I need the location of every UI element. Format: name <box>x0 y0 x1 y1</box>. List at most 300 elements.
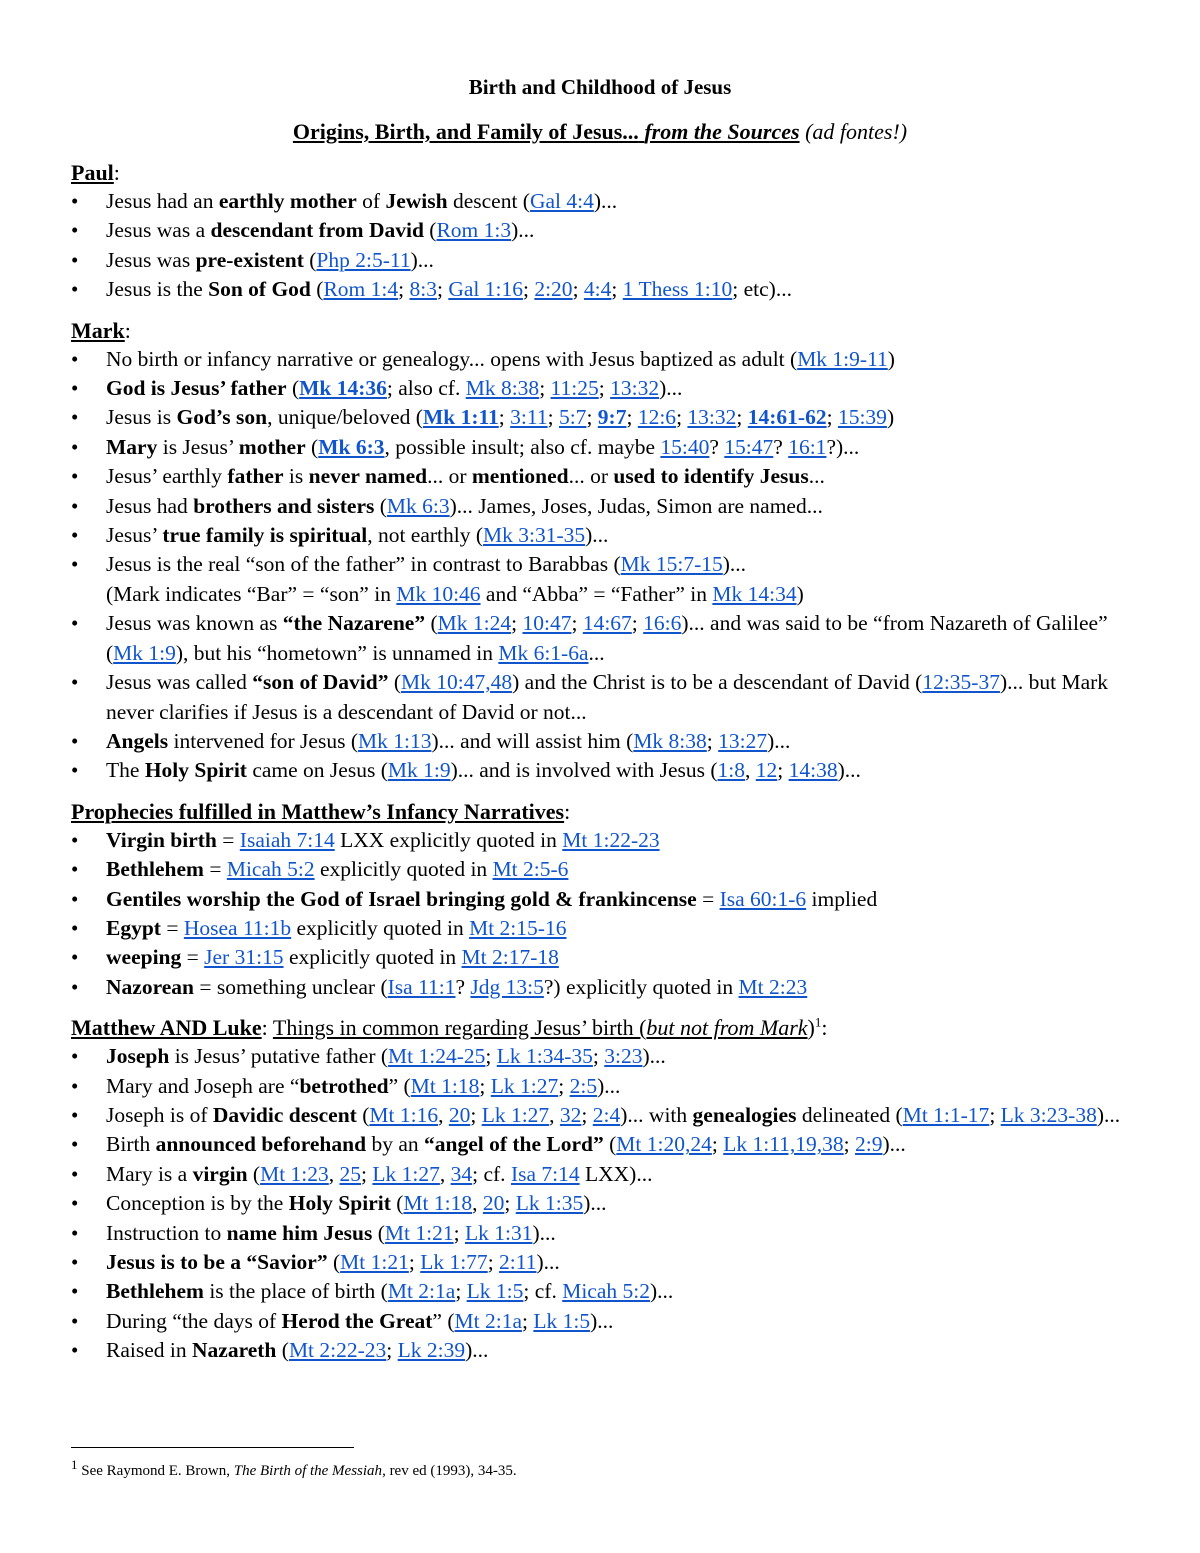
text: ; <box>479 1073 491 1098</box>
list-item <box>71 943 1141 972</box>
scripture-link[interactable]: Mk 1:9 <box>387 758 451 783</box>
list-item <box>71 1189 1141 1218</box>
bold-text: Herod the Great <box>281 1308 433 1333</box>
scripture-link[interactable]: 13:27 <box>718 728 768 753</box>
scripture-link[interactable]: 1 Thess 1:10 <box>622 277 733 302</box>
text: ; <box>631 611 644 636</box>
scripture-link[interactable]: Mt 1:16 <box>369 1102 439 1127</box>
list-item <box>71 345 1141 374</box>
text: ?) explicitly quoted in <box>543 974 739 999</box>
content <box>71 158 1141 1377</box>
heading-text: Paul <box>71 160 114 185</box>
scripture-link[interactable]: 1:8 <box>717 758 745 783</box>
text: Birth <box>106 1132 156 1157</box>
scripture-link[interactable]: Mt 1:20,24 <box>616 1132 712 1157</box>
text: ” ( <box>388 1073 411 1098</box>
text: LXX explicitly quoted in <box>334 827 563 852</box>
scripture-link[interactable]: 3:23 <box>604 1044 643 1069</box>
text: ( <box>425 611 438 636</box>
text: ) <box>887 346 895 371</box>
text: ; <box>843 1132 856 1157</box>
scripture-link[interactable]: Lk 1:27 <box>372 1161 440 1186</box>
scripture-link[interactable]: Micah 5:2 <box>226 857 315 882</box>
bold-text: name him Jesus <box>226 1220 373 1245</box>
bold-text: Jewish <box>385 189 448 213</box>
text: , not earthly ( <box>367 523 484 548</box>
scripture-link[interactable]: Mk 6:3 <box>318 434 385 459</box>
text: by an <box>366 1132 424 1157</box>
text: ? <box>773 434 789 459</box>
scripture-link[interactable]: 14:67 <box>582 611 632 636</box>
text: ; <box>408 1250 421 1274</box>
bold-text: betrothed <box>299 1073 389 1098</box>
scripture-link[interactable]: Jer 31:15 <box>204 945 284 970</box>
scripture-link[interactable]: 12:35-37 <box>922 670 1000 695</box>
scripture-link[interactable]: Mt 1:24-25 <box>388 1044 486 1069</box>
scripture-link[interactable]: Mt 1:22-23 <box>562 827 660 852</box>
text: explicitly quoted in <box>314 857 493 882</box>
bold-text: weeping <box>106 945 182 970</box>
list-item <box>71 216 1141 245</box>
text: )... <box>410 247 434 272</box>
text: delineated ( <box>796 1102 903 1127</box>
bold-text: mentioned <box>471 464 569 489</box>
text: ; <box>498 405 511 430</box>
scripture-link[interactable]: Mk 1:13 <box>357 728 432 753</box>
scripture-link[interactable]: Lk 1:27 <box>490 1073 559 1098</box>
text: ; <box>522 277 535 302</box>
paul-list <box>71 187 1141 305</box>
text: ; <box>826 405 838 430</box>
text: ; <box>558 1073 570 1098</box>
text: )... <box>597 1073 621 1098</box>
text: ( <box>247 1161 261 1186</box>
text: is Jesus’ putative father ( <box>169 1044 389 1069</box>
heading-italic: but not from Mark <box>646 1015 808 1041</box>
bold-text: Nazorean <box>106 974 194 999</box>
scripture-link[interactable]: 13:32 <box>687 405 737 430</box>
bold-text: Son of God <box>208 277 311 302</box>
text: ; <box>504 1191 516 1216</box>
text: ; <box>592 1044 605 1069</box>
subtitle-main: Origins, Birth, and Family of Jesus... <box>292 119 639 144</box>
scripture-link[interactable]: Mt 1:23 <box>260 1161 329 1186</box>
text: Jesus was <box>106 247 196 272</box>
list-item <box>71 668 1141 727</box>
text: ” ( <box>432 1308 455 1333</box>
list-item <box>71 609 1141 668</box>
list-item <box>71 885 1141 914</box>
scripture-link[interactable]: 25 <box>339 1161 362 1186</box>
text: ( <box>310 277 324 302</box>
scripture-link[interactable]: 2:9 <box>855 1132 883 1157</box>
text: ; <box>711 1132 724 1157</box>
text: )... <box>882 1132 906 1157</box>
text: ; <box>572 277 584 302</box>
scripture-link[interactable]: 5:7 <box>558 405 587 430</box>
text: )... <box>722 552 747 577</box>
bold-text: never named <box>308 464 428 489</box>
text: )... <box>642 1044 666 1069</box>
text: ; <box>398 277 410 302</box>
text: , <box>438 1102 449 1127</box>
list-item <box>71 727 1141 756</box>
bold-text: virgin <box>192 1161 248 1186</box>
text: Raised in <box>106 1338 192 1363</box>
matthew-luke-list <box>71 1042 1141 1365</box>
scripture-link[interactable]: 34 <box>450 1161 473 1186</box>
scripture-link[interactable]: 10:47 <box>522 611 572 636</box>
text: )... and is involved with Jesus ( <box>450 758 718 783</box>
scripture-link[interactable]: Mt 2:22-23 <box>288 1338 387 1363</box>
text: Jesus had an <box>106 189 219 213</box>
text: ; cf. <box>523 1279 563 1304</box>
list-item <box>71 826 1141 855</box>
list-item <box>71 275 1141 304</box>
text: ( <box>327 1250 341 1274</box>
bold-text: Holy Spirit <box>144 758 247 783</box>
text: of <box>356 189 386 213</box>
scripture-link[interactable]: Lk 2:39 <box>397 1338 466 1363</box>
scripture-link[interactable]: 3:11 <box>510 405 548 430</box>
heading-text: Mark <box>71 317 125 343</box>
text: )... and will assist him ( <box>431 728 634 753</box>
scripture-link[interactable]: Lk 1:5 <box>466 1279 524 1304</box>
scripture-link[interactable]: 2:5 <box>569 1073 598 1098</box>
text: ( <box>374 493 387 518</box>
scripture-link[interactable]: Mk 14:34 <box>712 581 797 606</box>
text: ), but his “hometown” is unnamed in <box>175 640 499 665</box>
text: )... <box>593 189 618 213</box>
list-item <box>71 855 1141 884</box>
text: ) and the Christ is to be a descendant of David ( <box>512 670 923 695</box>
text: )... <box>590 1308 614 1333</box>
scripture-link[interactable]: 2:20 <box>534 277 573 302</box>
scripture-link[interactable]: Mt 2:23 <box>738 974 808 999</box>
heading-rest: Things in common regarding Jesus’ birth ( <box>272 1015 647 1041</box>
text: )... with <box>620 1102 693 1127</box>
list-item <box>71 1130 1141 1159</box>
text: ) <box>886 405 895 430</box>
scripture-link[interactable]: Mk 1:11 <box>422 405 499 430</box>
scripture-link[interactable]: 14:38 <box>788 758 838 783</box>
list-item <box>71 1307 1141 1336</box>
text: ; <box>598 376 611 401</box>
scripture-link[interactable]: Mt 2:17-18 <box>461 945 559 970</box>
text: Jesus’ <box>106 523 163 548</box>
scripture-link[interactable]: Mt 1:1-17 <box>902 1102 990 1127</box>
scripture-link[interactable]: Mt 2:5-6 <box>492 857 569 882</box>
scripture-link[interactable]: Mt 2:1a <box>387 1279 456 1304</box>
scripture-link[interactable]: Gal 4:4 <box>529 189 594 213</box>
scripture-link[interactable]: Rom 1:4 <box>323 277 399 302</box>
text: ( <box>372 1220 385 1245</box>
scripture-link[interactable]: Mk 1:9 <box>113 640 176 665</box>
text: ( <box>305 434 319 459</box>
scripture-link[interactable]: Mk 6:1-6a <box>498 640 589 665</box>
heading-text: Prophecies fulfilled in Matthew’s Infancy Narratives <box>71 798 565 824</box>
bold-text: Nazareth <box>192 1338 277 1363</box>
page-title: Birth and Childhood of Jesus <box>468 75 732 99</box>
text: ; <box>470 1102 482 1127</box>
scripture-link[interactable]: Mk 8:38 <box>633 728 707 753</box>
scripture-link[interactable]: Lk 1:31 <box>464 1220 533 1245</box>
text: = <box>216 827 240 852</box>
list-item <box>71 492 1141 521</box>
section-heading-matthew-luke: Matthew AND Luke: Things in common regarding Jesus’ birth (but not from Mark)$^1$: <box>71 1014 828 1041</box>
text: , unique/beloved ( <box>267 405 423 430</box>
scripture-link[interactable]: Isa 11:1 <box>387 974 456 999</box>
text: is <box>283 464 309 489</box>
scripture-link[interactable]: Hosea 11:1b <box>183 915 292 940</box>
scripture-link[interactable]: 16:6 <box>643 611 682 636</box>
text: )... and was said to be “from Nazareth of Galilee” ( <box>106 611 1113 665</box>
bold-text: Gentiles worship the God of Israel bringing gold & frankincense <box>106 886 697 911</box>
list-item <box>71 1042 1141 1071</box>
scripture-link[interactable]: 15:47 <box>724 434 774 459</box>
scripture-link[interactable]: Php 2:5-11 <box>316 247 411 272</box>
scripture-link[interactable]: Lk 1:27 <box>481 1102 550 1127</box>
text: ; <box>539 376 551 401</box>
text: , <box>745 758 756 783</box>
scripture-link[interactable]: 2:11 <box>499 1250 537 1274</box>
bold-text: father <box>227 464 284 489</box>
scripture-link[interactable]: 4:4 <box>583 277 612 302</box>
scripture-link[interactable]: Mt 1:21 <box>384 1220 454 1245</box>
text: ( <box>388 670 402 695</box>
text: ( <box>276 1338 289 1363</box>
scripture-link[interactable]: Mt 2:15-16 <box>469 915 567 940</box>
scripture-link[interactable]: Lk 1:77 <box>420 1250 488 1274</box>
scripture-link[interactable]: Lk 1:5 <box>533 1308 591 1333</box>
scripture-link[interactable]: Rom 1:3 <box>436 218 512 243</box>
text: ; <box>581 1102 593 1127</box>
bold-text: descendant from David <box>210 218 424 243</box>
text: (Mark indicates “Bar” = “son” in <box>106 581 397 606</box>
footnote-pre: See Raymond E. Brown, <box>77 1463 234 1479</box>
list-item <box>71 1336 1141 1365</box>
text: ; <box>706 728 719 753</box>
scripture-link[interactable]: 11:25 <box>550 376 599 401</box>
text: intervened for Jesus ( <box>168 728 358 753</box>
text: descent ( <box>447 189 530 213</box>
text: is the place of birth ( <box>203 1279 388 1304</box>
scripture-link[interactable]: 12 <box>755 758 778 783</box>
scripture-link[interactable]: Mt 1:21 <box>340 1250 409 1274</box>
scripture-link[interactable]: Lk 1:34-35 <box>496 1044 593 1069</box>
scripture-link[interactable]: 15:39 <box>837 405 887 430</box>
scripture-link[interactable]: Mk 14:36 <box>299 376 387 401</box>
scripture-link[interactable]: Mt 1:18 <box>410 1073 480 1098</box>
section-heading-mark: Mark: <box>71 317 131 343</box>
text: ; <box>487 1250 500 1274</box>
scripture-link[interactable]: Mk 1:24 <box>437 611 512 636</box>
text: ; <box>571 611 583 636</box>
subtitle-paren: (ad fontes!) <box>805 119 908 144</box>
scripture-link[interactable]: 14:61-62 <box>747 405 827 430</box>
text: = <box>696 886 720 911</box>
bold-text: Bethlehem <box>106 1279 204 1304</box>
barabbas-note <box>106 582 804 606</box>
bold-text: mother <box>238 434 306 459</box>
scripture-link[interactable]: 8:3 <box>409 277 437 302</box>
scripture-link[interactable]: 20 <box>448 1102 471 1127</box>
text: )... <box>532 1220 556 1245</box>
text: = <box>181 945 205 970</box>
scripture-link[interactable]: 13:32 <box>610 376 660 401</box>
scripture-link[interactable]: 32 <box>559 1102 582 1127</box>
scripture-link[interactable]: 16:1 <box>788 434 827 459</box>
text: ?)... <box>826 434 860 459</box>
scripture-link[interactable]: Lk 1:11,19,38 <box>723 1132 844 1157</box>
scripture-link[interactable]: 2:4 <box>592 1102 621 1127</box>
text: Instruction to <box>106 1220 227 1245</box>
footnote-post: , rev ed (1993), 34-35. <box>382 1463 517 1479</box>
bold-text: used to identify Jesus <box>613 464 809 489</box>
scripture-link[interactable]: Mt 2:1a <box>454 1308 522 1333</box>
text: )... <box>465 1338 489 1363</box>
text: explicitly quoted in <box>291 915 470 940</box>
text: ... <box>808 464 825 489</box>
text: , possible insult; also cf. maybe <box>384 434 661 459</box>
list-item <box>71 374 1141 403</box>
bold-text: Angels <box>106 728 169 753</box>
scripture-link[interactable]: Gal 1:16 <box>448 277 523 302</box>
heading-close: ) <box>807 1015 815 1041</box>
list-item <box>71 1277 1141 1306</box>
scripture-link[interactable]: Lk 3:23-38 <box>1000 1102 1097 1127</box>
text: ? <box>455 974 471 999</box>
text: LXX)... <box>579 1161 653 1186</box>
bold-text: Virgin birth <box>106 827 217 852</box>
scripture-link[interactable]: Micah 5:2 <box>562 1279 650 1304</box>
text: ; <box>485 1044 497 1069</box>
bold-text: Joseph <box>106 1044 170 1069</box>
text: ; <box>586 405 598 430</box>
bold-text: genealogies <box>692 1102 797 1127</box>
text: ? <box>709 434 725 459</box>
scripture-link[interactable]: Mt 1:18 <box>403 1191 473 1216</box>
prophecies-list <box>71 826 1141 1002</box>
text: ; cf. <box>472 1161 511 1186</box>
bold-text: true family is spiritual <box>162 523 368 548</box>
text: Jesus’ earthly <box>106 464 228 489</box>
scripture-link[interactable]: Mk 10:46 <box>396 581 481 606</box>
text: ; also cf. <box>386 376 466 401</box>
text: )... <box>583 1191 607 1216</box>
text: ( <box>303 247 317 272</box>
bold-text: pre-existent <box>195 247 304 272</box>
text: )... <box>511 218 535 243</box>
footnote-book: The Birth of the Messiah <box>233 1463 383 1479</box>
scripture-link[interactable]: Mk 3:31-35 <box>483 523 586 548</box>
scripture-link[interactable]: Lk 1:35 <box>515 1191 584 1216</box>
scripture-link[interactable]: 20 <box>482 1191 505 1216</box>
text: , <box>439 1161 451 1186</box>
footnote-ref[interactable]: 1 <box>814 1014 822 1030</box>
section-prophecies <box>71 797 1141 1002</box>
text: )... <box>585 523 609 548</box>
text: ; <box>361 1161 373 1186</box>
text: )... <box>767 728 791 753</box>
text: )... <box>659 376 683 401</box>
footnote <box>71 1457 517 1481</box>
list-item <box>71 246 1141 275</box>
text: is Jesus’ <box>157 434 239 459</box>
bold-text: Holy Spirit <box>288 1191 391 1216</box>
list-item <box>71 1219 1141 1248</box>
text: ; <box>736 405 748 430</box>
text: = something unclear ( <box>193 974 388 999</box>
text: , <box>472 1191 483 1216</box>
text: ; <box>676 405 688 430</box>
bold-text: “the Nazarene” <box>282 611 426 636</box>
text: and “Abba” = “Father” in <box>480 581 713 606</box>
bold-text: brothers and sisters <box>193 493 375 518</box>
text: Jesus had <box>106 493 194 518</box>
scripture-link[interactable]: Jdg 13:5 <box>470 974 544 999</box>
text: )... James, Joses, Judas, Simon are named... <box>449 493 823 518</box>
text: = <box>160 915 184 940</box>
footnote-divider <box>71 1447 354 1448</box>
text: ; <box>777 758 789 783</box>
text: ; <box>521 1308 534 1333</box>
text: ; <box>547 405 559 430</box>
bold-text: God’s son <box>176 405 268 430</box>
list-item <box>71 1248 1141 1277</box>
list-item <box>71 462 1141 491</box>
text: ( <box>390 1191 404 1216</box>
text: Jesus was known as <box>106 611 283 636</box>
list-item <box>71 403 1141 432</box>
scripture-link[interactable]: Mk 1:9-11 <box>797 346 888 371</box>
text: ; <box>611 277 623 302</box>
bold-text: Davidic descent <box>212 1102 357 1127</box>
list-item <box>71 973 1141 1002</box>
text: ; <box>989 1102 1001 1127</box>
list-item <box>71 521 1141 550</box>
scripture-link[interactable]: Isa 7:14 <box>510 1161 580 1186</box>
text: )... <box>650 1279 674 1304</box>
bold-text: “son of David” <box>252 670 389 695</box>
scripture-link[interactable]: Isa 60:1-6 <box>719 886 807 911</box>
scripture-link[interactable]: Isaiah 7:14 <box>239 827 335 852</box>
footnote-number: 1 <box>71 1457 78 1472</box>
scripture-link[interactable]: 15:40 <box>660 434 710 459</box>
section-matthew-luke <box>71 1013 1141 1365</box>
scripture-link[interactable]: Mk 6:3 <box>386 493 450 518</box>
scripture-link[interactable]: 12:6 <box>637 405 677 430</box>
scripture-link[interactable]: Mk 10:47,48 <box>401 670 513 695</box>
text: ; <box>436 277 449 302</box>
mark-list <box>71 345 1141 786</box>
text: Jesus is the real “son of the father” in contrast to Barabbas ( <box>106 552 621 577</box>
text: ( <box>356 1102 370 1127</box>
text: Jesus is the <box>106 277 209 302</box>
subtitle-italic: from the Sources <box>644 119 800 144</box>
scripture-link[interactable]: Mk 15:7-15 <box>620 552 723 577</box>
list-item <box>71 550 1141 609</box>
list-item <box>71 914 1141 943</box>
text: ... or <box>427 464 472 489</box>
text: ) <box>796 581 804 606</box>
bold-text: Jesus is to be a “Savior” <box>106 1250 328 1274</box>
page-subtitle <box>0 118 1200 146</box>
bold-text: earthly mother <box>218 189 357 213</box>
section-heading-paul: Paul: <box>71 160 120 185</box>
scripture-link[interactable]: 9:7 <box>597 405 627 430</box>
scripture-link[interactable]: Mk 8:38 <box>465 376 540 401</box>
